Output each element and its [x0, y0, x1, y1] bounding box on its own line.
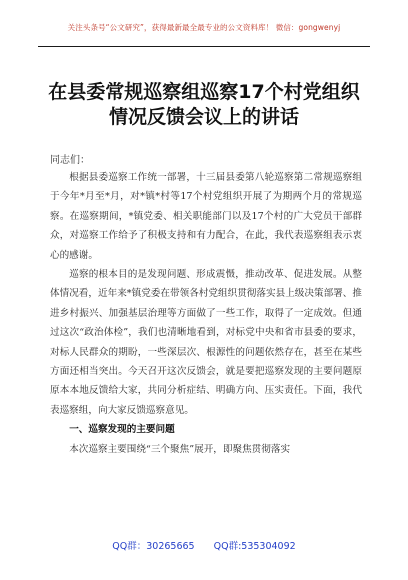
paragraph-2: 巡察的根本目的是发现问题、形成震慑，推动改革、促进发展。从整体情况看，近年来*镇党委在带领各村党组织贯彻落实县上级决策部署、推进乡村振兴、加强基层治理等方面做了一些工作，取得了一定成效。但通过这次“政治体检”，我们也清晰地看到，对标党中央和省市县委的要求，对标人民群众的期盼，一些深层次、根源性的问题依然存在，甚至在某些方面还相当突出。今天召开这次反馈会，就是要把巡察发现的主要问题原原本本地反馈给大家，共同分析症结、明确方向、压实责任。下面，我代表巡察组，向大家反馈巡察意见。	[50, 269, 362, 416]
footer-contact	[0, 538, 408, 552]
section-heading: 一、巡察发现的主要问题	[69, 424, 175, 436]
salutation: 同志们：	[50, 155, 90, 166]
qq-group-2: QQ群:535304092	[213, 541, 296, 552]
header-banner: 关注头条号“公文研究”，获得最新最全最专业的公文资料库！ 微信：gongwenyj	[67, 23, 341, 32]
section-paragraph: 本次巡察主要围绕“三个聚焦”展开，即聚焦贯彻落实	[69, 443, 291, 455]
paragraph-1: 根据县委巡察工作统一部署，十三届县委第八轮巡察第二常规巡察组于今年*月至*月，对*镇*村等17个村党组织开展了为期两个月的常规巡察。在巡察期间，*镇党委、相关职能部门以及17个村的广大党员干部群众，对巡察工作给予了积极支持和有力配合，在此，我代表巡察组表示衷心的感谢。	[50, 172, 362, 261]
document-title	[0, 80, 408, 130]
qq-group-1: QQ群：30265665	[112, 541, 195, 552]
header-divider	[38, 46, 370, 47]
title-line-1: 在县委常规巡察组巡察17个村党组织	[48, 81, 360, 103]
title-line-2: 情况反馈会议上的讲话	[108, 106, 299, 128]
document-body	[50, 168, 362, 459]
